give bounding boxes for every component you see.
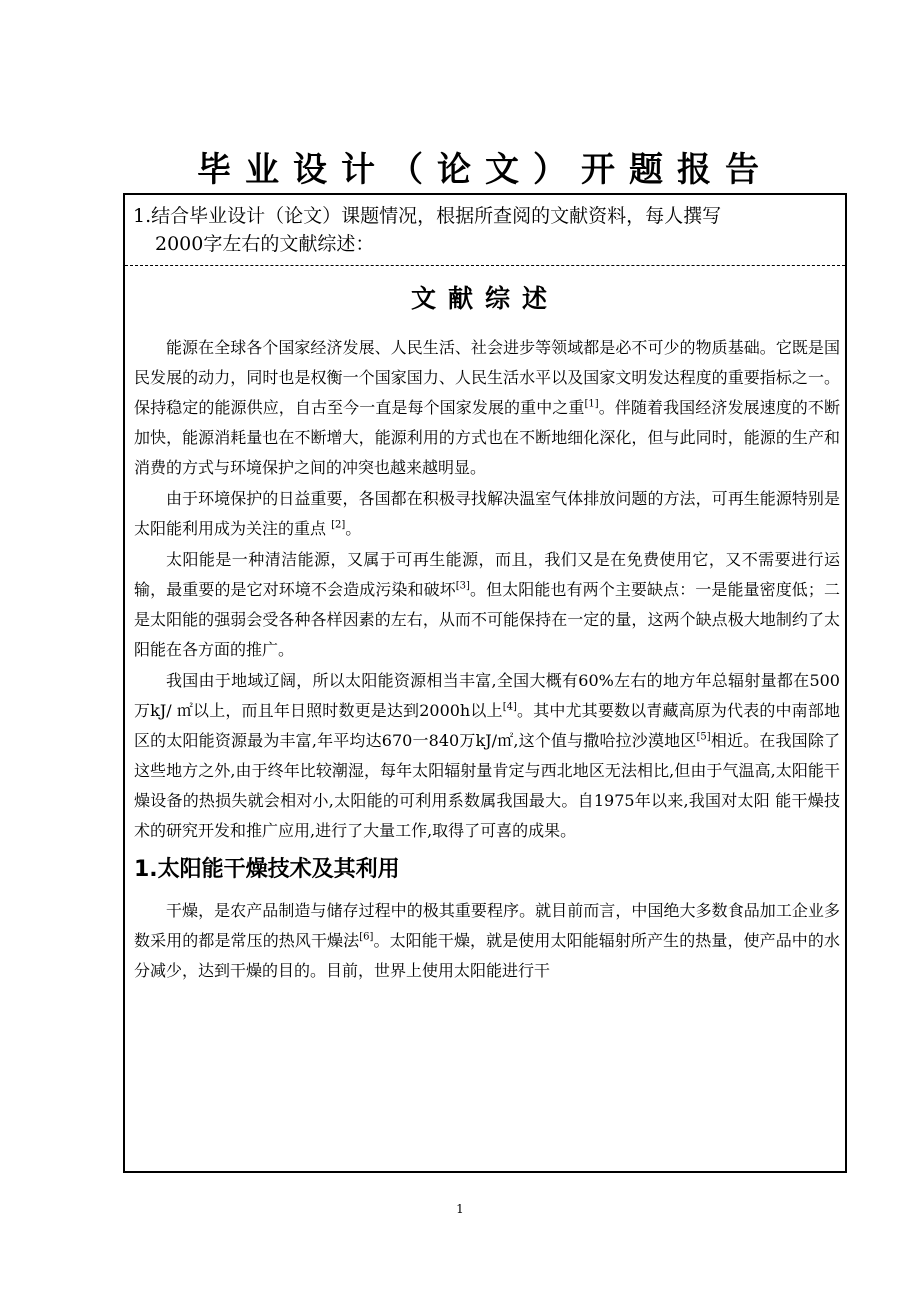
paragraph-3-tail: 。但太阳能也有两个主要缺点：一是能量密度低；二是太阳能的强弱会受各种各样因素的左右，从而不可能保持在一定的量，这两个缺点极大地制约了太阳能在各方面的推广。: [134, 580, 840, 659]
paragraph-2: [134, 484, 840, 544]
paragraph-4-tail: 。其中尤其要数以青藏高原为代表的中南部地区的太阳能资源最为丰富,年平均达670一840万kJ/㎡,这个值与撒哈拉沙漠地区: [134, 701, 840, 750]
paragraph-2-tail: 。: [345, 519, 362, 538]
section-heading: 1.太阳能干燥技术及其利用: [134, 857, 400, 882]
dashed-divider: [125, 265, 845, 266]
paragraph-1-text: 能源在全球各个国家经济发展、人民生活、社会进步等领域都是必不可少的物质基础。它既是国民发展的动力，同时也是权衡一个国家国力、人民生活水平以及国家文明发达程度的重要指标之一。保持稳定的能源供应，自古至今一直是每个国家发展的重中之重: [134, 338, 840, 417]
citation-5: [5]: [696, 731, 711, 743]
section-paragraph-text: 干燥，是农产品制造与储存过程中的极其重要程序。就目前而言，中国绝大多数食品加工企业多数采用的都是常压的热风干燥法: [134, 901, 840, 950]
page-number: 1: [456, 1202, 464, 1216]
review-body: [134, 333, 840, 986]
paragraph-4: [134, 666, 840, 846]
paragraph-3: [134, 545, 840, 665]
paragraph-4-continued: 相近。在我国除了这些地方之外,由于终年比较潮湿，每年太阳辐射量肯定与西北地区无法相比,但由于气温高,太阳能干燥设备的热损失就会相对小,太阳能的可利用系数属我国最大。自1975年以来,我国对太阳 能干燥技术的研究开发和推广应用,进行了大量工作,取得了可喜的成果。: [134, 731, 840, 840]
instruction-prompt: [133, 202, 833, 258]
citation-4: [4]: [502, 701, 517, 713]
paragraph-section-1: [134, 896, 840, 986]
citation-3: [3]: [455, 580, 470, 592]
paragraph-3-text: 太阳能是一种清洁能源，又属于可再生能源，而且，我们又是在免费使用它，又不需要进行运输，最重要的是它对环境不会造成污染和破坏: [134, 550, 840, 599]
paragraph-1: [134, 333, 840, 483]
paragraph-1-tail: 。伴随着我国经济发展速度的不断加快，能源消耗量也在不断增大，能源利用的方式也在不断地细化深化，但与此同时，能源的生产和消费的方式与环境保护之间的冲突也越来越明显。: [134, 398, 840, 477]
paragraph-2-text: 由于环境保护的日益重要，各国都在积极寻找解决温室气体排放问题的方法，可再生能源特别是太阳能利用成为关注的重点: [134, 489, 840, 538]
citation-6: [6]: [359, 931, 374, 943]
report-title: 毕业设计（论文）开题报告: [197, 150, 773, 190]
paragraph-4-text: 我国由于地域辽阔，所以太阳能资源相当丰富,全国大概有60%左右的地方年总辐射量都在500万kJ/ ㎡以上，而且年日照时数更是达到2000h以上: [134, 671, 840, 720]
citation-1: [1]: [584, 398, 599, 410]
citation-2: [2]: [331, 519, 346, 531]
section-subtitle: 文献综述: [410, 284, 559, 313]
section-paragraph-tail: 。太阳能干燥，就是使用太阳能辐射所产生的热量，使产品中的水分减少，达到干燥的目的。目前，世界上使用太阳能进行干: [134, 931, 840, 980]
instruction-line-1: 1.结合毕业设计（论文）课题情况，根据所查阅的文献资料，每人撰写: [133, 205, 722, 227]
instruction-line-2: 2000字左右的文献综述：: [155, 233, 375, 255]
